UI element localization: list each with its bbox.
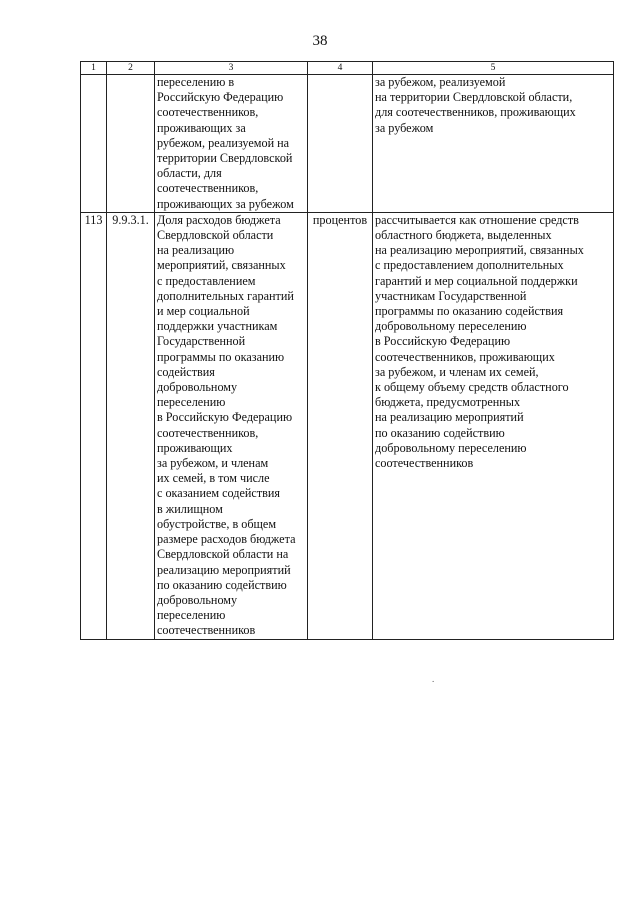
cell-number [81, 75, 107, 213]
cell-indicator-name [155, 75, 308, 213]
text-line: с предоставлением дополнительных [375, 258, 564, 273]
text-line: рубежом, реализуемой на [157, 135, 290, 150]
text-line: на реализацию [157, 243, 235, 258]
cell-method [373, 212, 614, 639]
text-line: Государственной [157, 334, 246, 349]
column-header-3: 3 [155, 62, 308, 75]
text-line: бюджета, предусмотренных [375, 395, 521, 410]
text-line: соотечественников, проживающих [375, 349, 555, 364]
text-line: их семей, в том числе [157, 471, 270, 486]
text-line: проживающих за [157, 120, 246, 135]
text-line: программы по оказанию [157, 349, 285, 364]
text-line: на территории Свердловской области, [375, 90, 573, 105]
cell-unit: процентов [308, 212, 373, 639]
text-line: на реализацию мероприятий, связанных [375, 243, 584, 258]
text-line: по оказанию содействию [157, 577, 287, 592]
text-line: в Российскую Федерацию [375, 334, 511, 349]
text-line: участникам Государственной [375, 288, 527, 303]
text-line: проживающих за рубежом [157, 196, 294, 211]
table-row-113 [81, 212, 614, 639]
page-number: 38 [312, 33, 328, 49]
cell-method [373, 75, 614, 213]
column-header-4: 4 [308, 62, 373, 75]
scan-mark: . [432, 674, 435, 684]
text-line: за рубежом, реализуемой [375, 75, 506, 89]
text-line: добровольному переселению [375, 440, 527, 455]
text-line: в Российскую Федерацию [157, 410, 293, 425]
text-line: соотечественников [375, 456, 474, 471]
text-line: области, для [157, 166, 222, 181]
text-line: Российскую Федерацию [157, 90, 284, 105]
table-header-row [81, 62, 614, 75]
text-line: соотечественников, [157, 425, 259, 440]
text-line: рассчитывается как отношение средств [375, 212, 579, 227]
text-line: с предоставлением [157, 273, 256, 288]
text-line: переселению в [157, 75, 235, 89]
text-line: обустройстве, в общем [157, 516, 277, 531]
column-header-5: 5 [373, 62, 614, 75]
text-line: и мер социальной [157, 304, 250, 319]
text-line: дополнительных гарантий [157, 288, 294, 303]
text-line: поддержки участникам [157, 319, 278, 334]
text-line: соотечественников [157, 623, 256, 638]
text-line: по оказанию содействию [375, 425, 505, 440]
indicator-table [80, 61, 614, 640]
cell-indicator-name [155, 212, 308, 639]
text-line: за рубежом, и членам их семей, [375, 364, 539, 379]
text-line: добровольному [157, 380, 238, 395]
text-line: за рубежом, и членам [157, 456, 269, 471]
text-line: соотечественников, [157, 181, 259, 196]
text-line: соотечественников, [157, 105, 259, 120]
cell-number: 113 [81, 212, 107, 639]
text-line: с оказанием содействия [157, 486, 281, 501]
text-line: областного бюджета, выделенных [375, 228, 552, 243]
column-header-2: 2 [107, 62, 155, 75]
indicator-name-text [157, 213, 305, 639]
text-line: добровольному переселению [375, 319, 527, 334]
text-line: Свердловской области на [157, 547, 289, 562]
continuation-row [81, 75, 614, 213]
cell-unit [308, 75, 373, 213]
text-line: добровольному [157, 592, 238, 607]
indicator-name-text [157, 75, 305, 212]
column-header-1: 1 [81, 62, 107, 75]
text-line: переселению [157, 608, 226, 623]
method-text [375, 213, 611, 471]
text-line: содействия [157, 364, 215, 379]
text-line: проживающих [157, 440, 233, 455]
text-line: размере расходов бюджета [157, 532, 296, 547]
text-line: за рубежом [375, 120, 434, 135]
text-line: гарантий и мер социальной поддержки [375, 273, 578, 288]
text-line: переселению [157, 395, 226, 410]
cell-code [107, 75, 155, 213]
text-line: мероприятий, связанных [157, 258, 286, 273]
text-line: Доля расходов бюджета [157, 212, 281, 227]
text-line: к общему объему средств областного [375, 380, 569, 395]
text-line: на реализацию мероприятий [375, 410, 524, 425]
text-line: территории Свердловской [157, 151, 293, 166]
text-line: для соотечественников, проживающих [375, 105, 576, 120]
method-text [375, 75, 611, 136]
text-line: программы по оказанию содействия [375, 304, 564, 319]
cell-code: 9.9.3.1. [107, 212, 155, 639]
text-line: Свердловской области [157, 228, 274, 243]
text-line: в жилищном [157, 501, 223, 516]
text-line: реализацию мероприятий [157, 562, 291, 577]
